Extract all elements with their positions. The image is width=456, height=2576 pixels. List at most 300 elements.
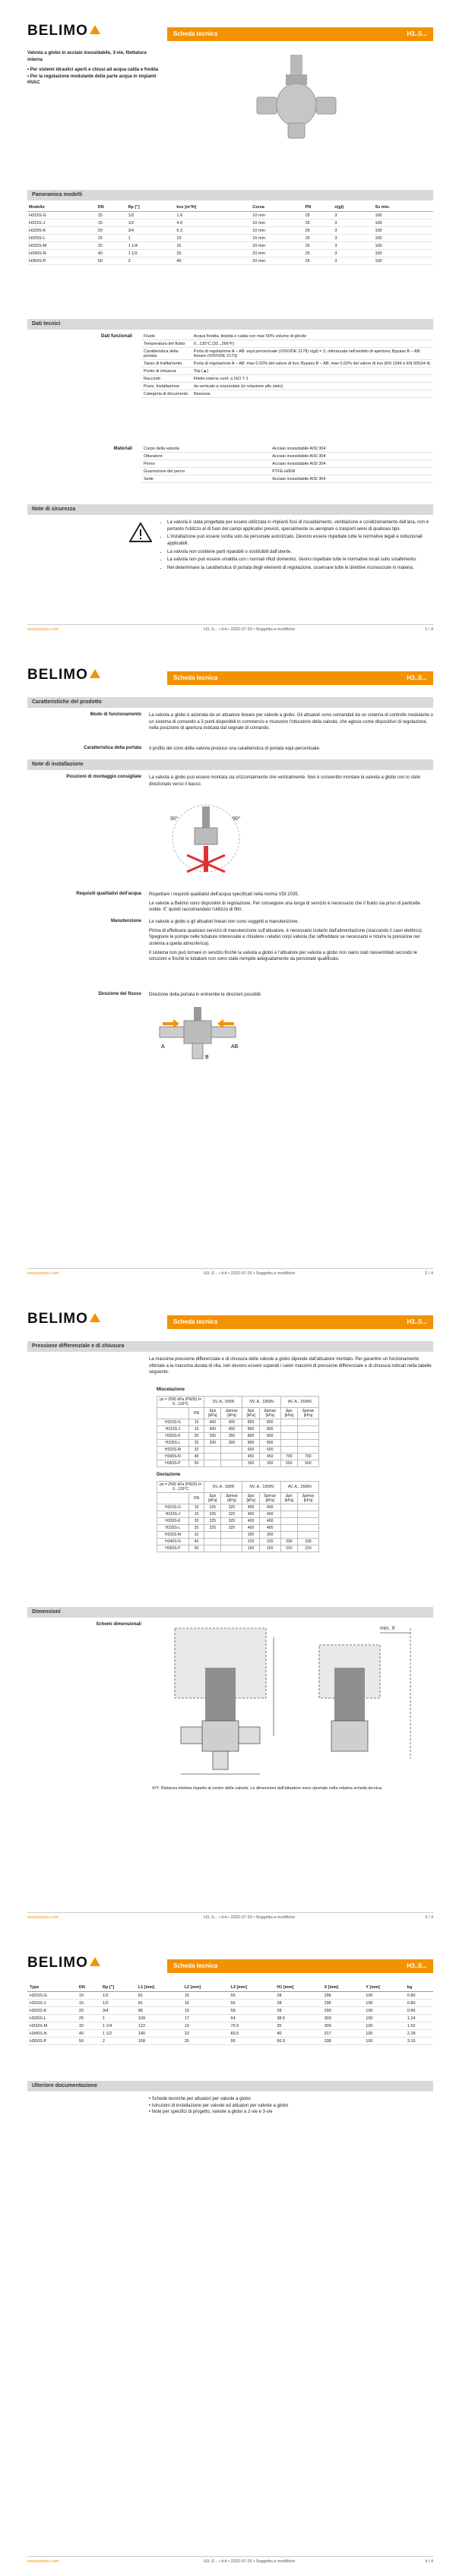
- column-header: kg: [405, 1984, 433, 1992]
- pressure-row-cell: H315S-J: [157, 1511, 189, 1518]
- safety-item: • La valvola non può essere smaltita con i normali rifiuti domestici. Vanno rispettate tutte le normative locali sullo smaltimento.: [167, 557, 433, 564]
- page-4: [0, 1932, 456, 2576]
- pressure-row-cell: 400: [242, 1511, 259, 1518]
- pressure-row-cell: [221, 1454, 242, 1460]
- pressure-row-cell: 400: [259, 1518, 280, 1525]
- footer-doc: H3..S... • it-it • 2022-07-26 • Soggetta a modifiche: [204, 627, 296, 632]
- pressure-row-cell: [297, 1518, 318, 1525]
- pressure-row: [157, 1454, 319, 1460]
- valve-product-image: [251, 52, 342, 143]
- model-row-cell: 1/2: [127, 212, 176, 219]
- pressure-row-cell: 220: [259, 1539, 280, 1545]
- pressure-subheader-row-cell: Δpmax [kPa]: [259, 1493, 280, 1504]
- pressure-row-cell: 500: [297, 1460, 318, 1467]
- dimension-row-cell: 296: [322, 2000, 364, 2007]
- doc-type: Scheda tecnica: [173, 674, 218, 681]
- dimension-row: [27, 2038, 433, 2045]
- dimension-drawing: [152, 1622, 426, 1782]
- pressure-group-header: ps = 2500 kPa (PN25) t= 0...130°C: [157, 1482, 204, 1493]
- model-row-cell: 20 mm: [251, 242, 303, 250]
- material-row: [141, 468, 433, 475]
- column-header: kvs [m³/h]: [175, 204, 251, 212]
- dimension-row-cell: H320S-K: [27, 2007, 77, 2015]
- dimension-row-cell: 3.15: [405, 2038, 433, 2045]
- dimensions-table: [27, 1984, 433, 2045]
- pressure-subheader-row-cell: [157, 1493, 189, 1504]
- dimension-row-cell: 40: [274, 2030, 321, 2038]
- section-safety: Note di sicurezza: [27, 504, 433, 515]
- pressure-text: La massima pressione differenziale e di chiusura delle valvole a globo dipende dall'attuatore montato. Per garantire un funzionamento ottimale a la massima durata di vita, non devono essere superati i valori massimi di pressione differenziale e di chiusura indicati nella tabelle seguente.: [149, 1357, 432, 1375]
- model-row-cell: 15 mm: [251, 235, 303, 242]
- safety-item: • La valvola è stata progettata per essere utilizzata in impianti fissi di riscaldamento, ventilazione e condizionamento dell'aria, non è pertanto l'utilizzo al di fuori del campi applicativi previsti, specialmente su aeroplani o trasporti aerei di qualsiasi tipo.: [167, 519, 433, 532]
- pressure-row-cell: 400: [242, 1518, 259, 1525]
- model-row-cell: H332S-M: [27, 242, 97, 250]
- dimension-row-cell: 40: [77, 2030, 100, 2038]
- pressure-row-cell: [280, 1419, 297, 1426]
- dimension-row-cell: 0.86: [405, 2007, 433, 2015]
- material-row: [141, 475, 433, 483]
- footer-website[interactable]: www.belimo.com: [27, 627, 59, 632]
- pressure-row-cell: 325: [204, 1511, 221, 1518]
- page-3: [0, 1288, 456, 1932]
- pressure-row-cell: [297, 1433, 318, 1440]
- doc-item[interactable]: • Note per specifici di progetto, valvole a globo a 2-vie e 3-vie: [149, 2110, 273, 2115]
- pressure-row-cell: 150: [242, 1545, 259, 1552]
- belimo-logo: BELIMO: [27, 1955, 100, 1971]
- page-footer: [27, 1912, 433, 1921]
- dimension-row-cell: 100: [363, 2007, 405, 2015]
- pressure-row-cell: 325: [204, 1504, 221, 1511]
- pressure-group-header: AV..A.. 1500N: [280, 1482, 318, 1493]
- pressure-group-header: AV..A.. 1500N: [280, 1397, 318, 1408]
- dimension-row-cell: 95: [229, 2038, 275, 2045]
- dimension-row-cell: 76.5: [229, 2022, 275, 2030]
- pressure-row-cell: 220: [280, 1545, 297, 1552]
- dimension-row-cell: 17: [182, 2015, 229, 2022]
- pressure-group-header: SV..A.. 500N: [204, 1482, 242, 1493]
- dimension-row-cell: 28: [274, 2007, 321, 2015]
- func-row-cell: Temperatura del fluido: [141, 340, 192, 348]
- pressure-row-cell: [204, 1447, 221, 1454]
- pressure-row-cell: 400: [221, 1419, 242, 1426]
- pressure-subheader-row-cell: Δps [kPa]: [204, 1493, 221, 1504]
- model-row-cell: 3: [333, 257, 373, 265]
- model-row-cell: 10 mm: [251, 212, 303, 219]
- dimension-row-cell: 296: [322, 1992, 364, 2000]
- model-row-cell: 25: [175, 250, 251, 257]
- pressure-header-row: [157, 1397, 319, 1408]
- model-row-cell: H320S-K: [27, 227, 97, 235]
- dimension-row-cell: 1: [100, 2015, 136, 2022]
- model-row-cell: 3: [333, 227, 373, 235]
- pressure-row-cell: [280, 1525, 297, 1532]
- pressure-row-cell: 400: [259, 1511, 280, 1518]
- pressure-row-cell: 20: [188, 1518, 204, 1525]
- dimension-row-cell: 38.5: [274, 2015, 321, 2022]
- dimension-row-cell: H350S-P: [27, 2038, 77, 2045]
- pressure-row-cell: 350: [204, 1433, 221, 1440]
- page-header: [0, 1288, 456, 1334]
- column-header: Rp ["]: [100, 1984, 136, 1992]
- dimension-row-cell: H325S-L: [27, 2015, 77, 2022]
- pressure-row-cell: 800: [242, 1433, 259, 1440]
- dimension-row-cell: 64: [229, 2015, 275, 2022]
- dimension-row-cell: 56: [229, 1992, 275, 2000]
- header-bar: [167, 1315, 433, 1329]
- pressure-row-cell: 40: [188, 1539, 204, 1545]
- svg-text:90°: 90°: [170, 816, 179, 822]
- page-2: [0, 644, 456, 1288]
- footer-doc: H3..S... • it-it • 2022-07-26 • Soggetta a modifiche: [204, 1271, 296, 1276]
- dimension-row-cell: 15: [77, 1992, 100, 2000]
- dimension-row-cell: 1 1/4: [100, 2022, 136, 2030]
- section-models: Panoramica modelli: [27, 190, 433, 200]
- model-row: [27, 242, 433, 250]
- page-header: [0, 1932, 456, 1978]
- material-row-cell: PTFE-H/EW: [270, 468, 433, 475]
- func-row: [141, 390, 433, 398]
- pressure-row-cell: [221, 1532, 242, 1539]
- pressure-row-cell: 800: [259, 1419, 280, 1426]
- water-req-text: Rispettare i requisiti qualitativi dell'acqua specificati nella norma VDI 2035. Le valvole a Belimo sono dispositivi di regolazione. Per conseguire una lunga di servizio è necessario che il fluido sia privo di particelle solide. E' quindi raccomandato l'utilizzo di filtri.: [149, 892, 420, 913]
- flow-dir-label: Direzione del flusso: [98, 992, 141, 996]
- model-row: [27, 257, 433, 265]
- dimension-row-cell: 1.24: [405, 2015, 433, 2022]
- dimension-row-cell: 2: [100, 2038, 136, 2045]
- mounting-positions-diagram: [157, 793, 255, 876]
- pressure-subheader-row-cell: Δps [kPa]: [242, 1493, 259, 1504]
- page-footer: [27, 2556, 433, 2565]
- pressure-row-cell: H320S-K: [157, 1433, 189, 1440]
- func-row-cell: Punto di chiusura: [141, 368, 192, 375]
- belimo-logo: BELIMO: [27, 23, 100, 39]
- model-row-cell: 15: [97, 219, 127, 227]
- pressure-row-cell: 800: [242, 1426, 259, 1433]
- safety-item: • Nel determinare la caratteristica di portata degli elementi di regolazione, osservare tutte le direttive riconosciute in materia.: [167, 565, 433, 572]
- model-row-cell: 25: [304, 257, 334, 265]
- model-row-cell: 20: [97, 227, 127, 235]
- doc-code: H3..S...: [407, 1962, 427, 1969]
- model-row-cell: 1 1/2: [127, 250, 176, 257]
- pressure-row: [157, 1447, 319, 1454]
- pressure-row-cell: [221, 1539, 242, 1545]
- models-table: [27, 204, 433, 265]
- model-row-cell: 3: [333, 219, 373, 227]
- pressure-row-cell: 25: [188, 1525, 204, 1532]
- safety-notes: [160, 519, 433, 573]
- func-row: [141, 333, 433, 340]
- func-row-cell: Top (▲): [192, 368, 433, 375]
- svg-text:B: B: [205, 1055, 209, 1060]
- model-row: [27, 212, 433, 219]
- pressure-row-cell: [297, 1532, 318, 1539]
- belimo-logo: BELIMO: [27, 1311, 100, 1327]
- model-row-cell: H325S-L: [27, 235, 97, 242]
- pressure-row-cell: 325: [221, 1504, 242, 1511]
- model-row-cell: 1 1/4: [127, 242, 176, 250]
- material-row-cell: Corpo della valvola: [141, 445, 270, 453]
- pressure-row-cell: 450: [242, 1454, 259, 1460]
- pressure-row-cell: 15: [188, 1504, 204, 1511]
- pressure-row-cell: [204, 1539, 221, 1545]
- diverting-pressure-table: [157, 1481, 319, 1552]
- pressure-row-cell: 325: [221, 1518, 242, 1525]
- pressure-row-cell: [297, 1511, 318, 1518]
- pressure-row-cell: H332S-M: [157, 1447, 189, 1454]
- pressure-row-cell: 325: [221, 1525, 242, 1532]
- model-row: [27, 219, 433, 227]
- func-row-cell: Porta di regolazione A – AB: max 0.02% del valore di kvs; Bypass B – AB: max 0.02% del valore di kvs (EN 1349 e EN 60534-4): [192, 360, 433, 368]
- dimension-row-cell: 15: [182, 2000, 229, 2007]
- feature-bullets: [27, 67, 164, 87]
- dimension-row: [27, 2000, 433, 2007]
- flow-direction-diagram: [157, 1005, 240, 1062]
- model-row-cell: 40: [175, 257, 251, 265]
- pressure-row: [157, 1419, 319, 1426]
- maintenance-label: Manutenzione: [111, 919, 141, 923]
- model-row-cell: 6.3: [175, 227, 251, 235]
- model-row-cell: 1: [127, 235, 176, 242]
- column-header: X [mm]: [322, 1984, 364, 1992]
- dimension-row-cell: H332S-M: [27, 2022, 77, 2030]
- model-row-cell: 1.6: [175, 212, 251, 219]
- pressure-row-cell: 325: [204, 1518, 221, 1525]
- pressure-row-cell: [204, 1460, 221, 1467]
- dimension-row-cell: H340S-N: [27, 2030, 77, 2038]
- dimension-row-cell: 28: [274, 2000, 321, 2007]
- dimension-row-cell: 100: [363, 2015, 405, 2022]
- warning-icon: [129, 522, 152, 542]
- material-row-cell: Acciaio inossidabile AISI 304: [270, 460, 433, 468]
- pressure-row-cell: 600: [242, 1447, 259, 1454]
- feature-bullet: • Per la regolazione modulante della parte acqua in impianti HVAC: [27, 74, 157, 86]
- pressure-row-cell: [297, 1419, 318, 1426]
- model-row-cell: 20 mm: [251, 257, 303, 265]
- mounting-text: La valvola a globo può essere montata sia orizzontalmente che verticalmente. Non è consentito montare la valvola a globo con lo stelo direzionato verso il basso.: [149, 775, 421, 787]
- model-row-cell: 3: [333, 242, 373, 250]
- dimension-row-cell: 15: [182, 2007, 229, 2015]
- func-row-cell: Nessuna: [192, 390, 433, 398]
- pressure-row-cell: 25: [188, 1440, 204, 1447]
- dimension-row: [27, 2022, 433, 2030]
- pressure-row-cell: H315S-J: [157, 1426, 189, 1433]
- doc-code: H3..S...: [407, 674, 427, 681]
- doc-item[interactable]: • Schede tecniche per attuatori per valvole a globo: [149, 2097, 251, 2101]
- pressure-row: [157, 1532, 319, 1539]
- pressure-row-cell: [280, 1440, 297, 1447]
- pressure-row-cell: 400: [204, 1419, 221, 1426]
- flow-char-text: Il profilo del cono della valvola produce una caratteristica di portata equi-percentuale.: [149, 747, 321, 751]
- dimension-row: [27, 2015, 433, 2022]
- pressure-row-cell: 300: [242, 1460, 259, 1467]
- dimension-row-cell: 317: [322, 2030, 364, 2038]
- dimension-row-cell: 81: [136, 1992, 182, 2000]
- pressure-group-header: NV..A.. 1000N: [242, 1482, 280, 1493]
- column-header: n(gl): [333, 204, 373, 212]
- pressure-row-cell: 330: [280, 1539, 297, 1545]
- docs-list: [149, 2096, 433, 2116]
- belimo-logo: BELIMO: [27, 667, 100, 683]
- pressure-row-cell: [280, 1532, 297, 1539]
- pressure-subheader-row-cell: Δps [kPa]: [280, 1493, 297, 1504]
- material-row-cell: Sede: [141, 475, 270, 483]
- pressure-row-cell: 150: [259, 1545, 280, 1552]
- min-x-label: min. X: [380, 1626, 395, 1631]
- pressure-row-cell: [204, 1454, 221, 1460]
- dimension-row-cell: 58: [229, 2007, 275, 2015]
- pressure-row-cell: 800: [259, 1433, 280, 1440]
- dimension-row-cell: 140: [136, 2030, 182, 2038]
- material-row: [141, 453, 433, 460]
- pressure-row-cell: 220: [242, 1539, 259, 1545]
- pressure-subheader-row-cell: Δpmax [kPa]: [297, 1493, 318, 1504]
- dimension-row: [27, 1992, 433, 2000]
- dimension-row: [27, 2030, 433, 2038]
- pressure-row-cell: 32: [188, 1532, 204, 1539]
- pressure-subheader-row-cell: DN: [188, 1493, 204, 1504]
- pressure-row-cell: 700: [297, 1454, 318, 1460]
- section-product-features: Caratteristiche del prodotto: [27, 697, 433, 708]
- column-header: DN: [97, 204, 127, 212]
- dimension-row-cell: H315S-G: [27, 1992, 77, 2000]
- maintenance-text: Le valvole a globo e gli attuatori lineari non sono soggetti a manutenzione. Prima di effettuare qualsiasi servizio di manutenzione sull'attuatore, è necessario isolarlo dall'alimentazione (staccando il cavo elettrico). Spegnere le pompe nelle tubature interessate e chiudere i relativi corpi valvola (far raffreddare se necessario e ridurre la pressione nel sistema a quella atmosferica). Il sistema non può tornare in servizio finché la valvola a globo e l'attuatore per valvola a globo non siano stati riassemblati secondo le istruzioni e finché le tubature non sono state riempite adeguatamente da personale qualificato.: [149, 920, 423, 962]
- dimension-row-cell: H315S-J: [27, 2000, 77, 2007]
- pressure-row: [157, 1511, 319, 1518]
- pressure-row-cell: [221, 1460, 242, 1467]
- column-header: Sv min.: [373, 204, 433, 212]
- model-row-cell: 25: [304, 235, 334, 242]
- pressure-row-cell: 15: [188, 1511, 204, 1518]
- pressure-row-cell: 400: [242, 1504, 259, 1511]
- func-row-cell: Categoria di documento: [141, 390, 192, 398]
- pressure-row-cell: [297, 1525, 318, 1532]
- product-title: Valvola a globo in acciaio inossidabile, 3-vie, filettatura interna: [27, 51, 147, 62]
- pressure-row-cell: 325: [204, 1525, 221, 1532]
- pressure-row-cell: [280, 1518, 297, 1525]
- pressure-row-cell: 32: [188, 1447, 204, 1454]
- header-bar: [167, 1959, 433, 1973]
- pressure-row: [157, 1440, 319, 1447]
- func-row-cell: Fluido: [141, 333, 192, 340]
- dimension-row-cell: 122: [136, 2022, 182, 2030]
- model-row-cell: 25: [304, 227, 334, 235]
- dimension-row-cell: 3/4: [100, 2007, 136, 2015]
- func-data-label: Dati funzionali: [101, 334, 132, 339]
- section-install-notes: Note di installazione: [27, 759, 433, 770]
- header-bar: [167, 27, 433, 41]
- column-header: PN: [304, 204, 334, 212]
- water-req-label: Requisiti qualitativi dell'acqua: [76, 892, 141, 896]
- page-footer: [27, 1268, 433, 1277]
- pressure-row-cell: H340S-N: [157, 1454, 189, 1460]
- pressure-subheader-row: [157, 1493, 319, 1504]
- model-row-cell: 100: [373, 257, 433, 265]
- dimension-row-cell: 100: [363, 2030, 405, 2038]
- pressure-subheader-row-cell: Δps [kPa]: [280, 1408, 297, 1419]
- pressure-row-cell: [280, 1447, 297, 1454]
- column-header: Modello: [27, 204, 97, 212]
- model-row: [27, 235, 433, 242]
- mixing-label: Miscelazione: [157, 1387, 185, 1392]
- model-row-cell: 25: [304, 250, 334, 257]
- model-row-cell: H315S-J: [27, 219, 97, 227]
- material-row-cell: Guarnizione del perno: [141, 468, 270, 475]
- dimension-row-cell: 100: [363, 2022, 405, 2030]
- pressure-row-cell: 800: [259, 1426, 280, 1433]
- footer-website[interactable]: www.belimo.com: [27, 1915, 59, 1920]
- material-row: [141, 460, 433, 468]
- func-row: [141, 383, 433, 390]
- material-row-cell: Acciaio inossidabile AISI 304: [270, 453, 433, 460]
- section-further-docs: Ulteriore documentazione: [27, 2081, 433, 2091]
- section-pressure: Pressione differenziale e di chiusura: [27, 1341, 433, 1352]
- model-row-cell: H315S-G: [27, 212, 97, 219]
- column-header: Rp ["]: [127, 204, 176, 212]
- dimension-row-cell: 1 1/2: [100, 2030, 136, 2038]
- footer-website[interactable]: www.belimo.com: [27, 1271, 59, 1276]
- mounting-label: Posizioni di montaggio consigliate: [66, 775, 141, 779]
- dimension-row-cell: 35: [274, 2022, 321, 2030]
- dimension-row-cell: 83.5: [229, 2030, 275, 2038]
- pressure-row-cell: 800: [242, 1440, 259, 1447]
- func-row: [141, 340, 433, 348]
- func-row-cell: 0...130°C [32...266°F]: [192, 340, 433, 348]
- func-row-cell: Filetto interno conf. a ISO 7-1: [192, 375, 433, 383]
- model-row-cell: 15: [97, 212, 127, 219]
- pressure-row-cell: 400: [221, 1426, 242, 1433]
- section-tech-data: Dati tecnici: [27, 319, 433, 330]
- column-header: H1 [mm]: [274, 1984, 321, 1992]
- func-data-table: [141, 333, 433, 398]
- doc-code: H3..S...: [407, 1318, 427, 1325]
- pressure-subheader-row: [157, 1408, 319, 1419]
- dimension-row-cell: 56.5: [274, 2038, 321, 2045]
- footer-doc: H3..S... • it-it • 2022-07-26 • Soggetta a modifiche: [204, 2559, 296, 2564]
- safety-item: • L'installazione può essere svolta solo da personale autorizzato. Devono essere rispettate tutte le normative legali e istituzionali applicabili.: [167, 534, 433, 547]
- pressure-row-cell: 400: [259, 1504, 280, 1511]
- model-row-cell: 16: [175, 242, 251, 250]
- footer-website[interactable]: www.belimo.com: [27, 2559, 59, 2564]
- dimension-row: [27, 2007, 433, 2015]
- func-row-cell: Posiz. Installazione: [141, 383, 192, 390]
- pressure-row-cell: H320S-K: [157, 1518, 189, 1525]
- pressure-row-cell: 325: [221, 1511, 242, 1518]
- model-row-cell: 50: [97, 257, 127, 265]
- dimension-row-cell: 25: [77, 2015, 100, 2022]
- doc-type: Scheda tecnica: [173, 1962, 218, 1969]
- model-row-cell: 4.0: [175, 219, 251, 227]
- material-row-cell: Otturatore: [141, 453, 270, 460]
- pressure-subheader-row-cell: Δpmax [kPa]: [259, 1408, 280, 1419]
- func-row-cell: da verticale a orizzontale (in relazione allo stelo): [192, 383, 433, 390]
- pressure-row: [157, 1460, 319, 1467]
- pressure-row-cell: 800: [242, 1419, 259, 1426]
- pressure-row-cell: 600: [259, 1447, 280, 1454]
- operation-label: Modo di funzionamento: [90, 712, 141, 717]
- pressure-subheader-row-cell: Δps [kPa]: [242, 1408, 259, 1419]
- model-row-cell: 1/2: [127, 219, 176, 227]
- mixing-pressure-table: [157, 1396, 319, 1467]
- model-row-cell: 25: [97, 235, 127, 242]
- doc-item[interactable]: • Istruzioni di installazione per valvole ed attuatori per valvole a globo: [149, 2103, 289, 2108]
- model-row-cell: 3: [333, 250, 373, 257]
- pressure-row-cell: [280, 1426, 297, 1433]
- diverting-label: Deviazione: [157, 1473, 181, 1477]
- pressure-row-cell: H350S-P: [157, 1545, 189, 1552]
- model-row-cell: 100: [373, 250, 433, 257]
- pressure-row: [157, 1433, 319, 1440]
- pressure-row-cell: 15: [188, 1426, 204, 1433]
